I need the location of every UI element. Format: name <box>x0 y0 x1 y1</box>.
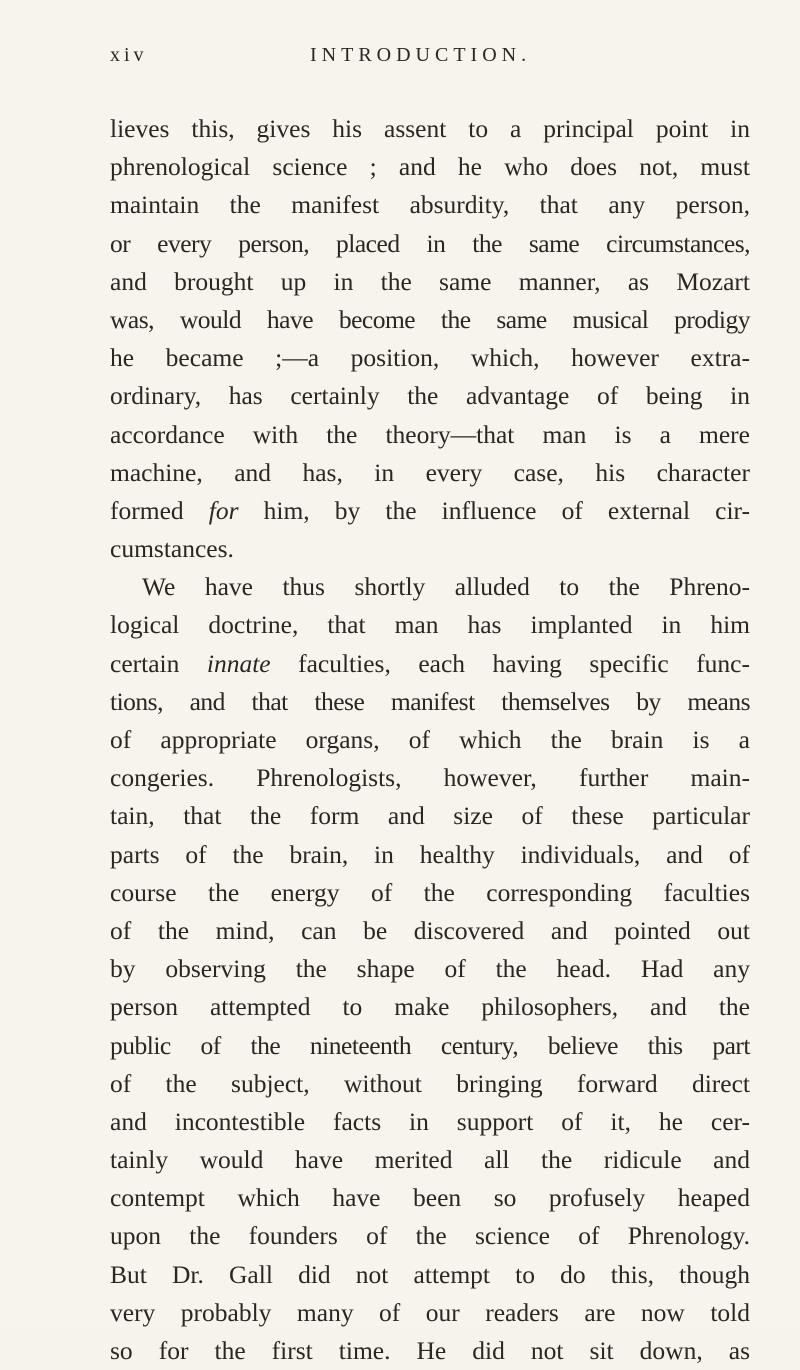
text-line <box>110 492 750 530</box>
text-line: of the subject, without bringing forward direct <box>110 1068 750 1098</box>
text-line: But Dr. Gall did not attempt to do this, though <box>110 1259 750 1289</box>
text-line <box>110 645 750 683</box>
italic-word: for <box>208 495 239 525</box>
text-line: course the energy of the corresponding faculties <box>110 877 750 907</box>
text-line: very probably many of our readers are now told <box>110 1297 750 1327</box>
text-fragment: faculties, each having specific func- <box>270 648 750 678</box>
text-line: tions, and that these manifest themselves by means <box>110 686 750 716</box>
text-line: ordinary, has certainly the advantage of being in <box>110 381 750 411</box>
page-number: xiv <box>110 44 148 66</box>
text-fragment: formed <box>110 495 209 525</box>
text-line: he became ;—a position, which, however extra- <box>110 343 750 373</box>
text-line: maintain the manifest absurdity, that any person, <box>110 190 750 220</box>
text-line: of the mind, can be discovered and pointed out <box>110 915 750 945</box>
text-line: parts of the brain, in healthy individuals, and of <box>110 839 750 869</box>
text-line: and brought up in the same manner, as Mozart <box>110 266 750 296</box>
paragraph-2 <box>110 568 750 1370</box>
text-line: was, would have become the same musical prodigy <box>110 304 750 334</box>
text-line: by observing the shape of the head. Had any <box>110 954 750 984</box>
text-line: logical doctrine, that man has implanted in him <box>110 610 750 640</box>
text-line: congeries. Phrenologists, however, further main- <box>110 763 750 793</box>
text-line: public of the nineteenth century, believe this part <box>110 1030 750 1060</box>
text-line: contempt which have been so profusely heaped <box>110 1183 750 1213</box>
text-line: or every person, placed in the same circumstances, <box>110 228 750 258</box>
paragraph-1 <box>110 110 750 568</box>
text-line: person attempted to make philosophers, and the <box>110 992 750 1022</box>
text-line: We have thus shortly alluded to the Phreno- <box>142 572 750 602</box>
text-fragment: certain <box>110 648 207 678</box>
running-head <box>110 44 750 74</box>
italic-word: innate <box>206 648 271 678</box>
text-fragment: him, by the influence of external cir- <box>238 495 751 525</box>
text-line: phrenological science ; and he who does not, must <box>110 152 750 182</box>
text-line: and incontestible facts in support of it, he cer- <box>110 1106 750 1136</box>
text-line: machine, and has, in every case, his character <box>110 457 750 487</box>
text-line: so for the first time. He did not sit down, as <box>110 1336 750 1365</box>
text-line: of appropriate organs, of which the brain is a <box>110 725 750 754</box>
text-line: lieves this, gives his assent to a principal point in <box>110 114 750 143</box>
text-line: accordance with the theory—that man is a mere <box>110 419 750 449</box>
text-line: tainly would have merited all the ridicule and <box>110 1145 750 1175</box>
text-line: tain, that the form and size of these particular <box>110 801 750 831</box>
text-line: cumstances. <box>110 534 234 564</box>
body-text <box>110 110 750 1370</box>
running-title: INTRODUCTION. <box>310 44 532 66</box>
text-line: upon the founders of the science of Phrenology. <box>110 1221 750 1251</box>
